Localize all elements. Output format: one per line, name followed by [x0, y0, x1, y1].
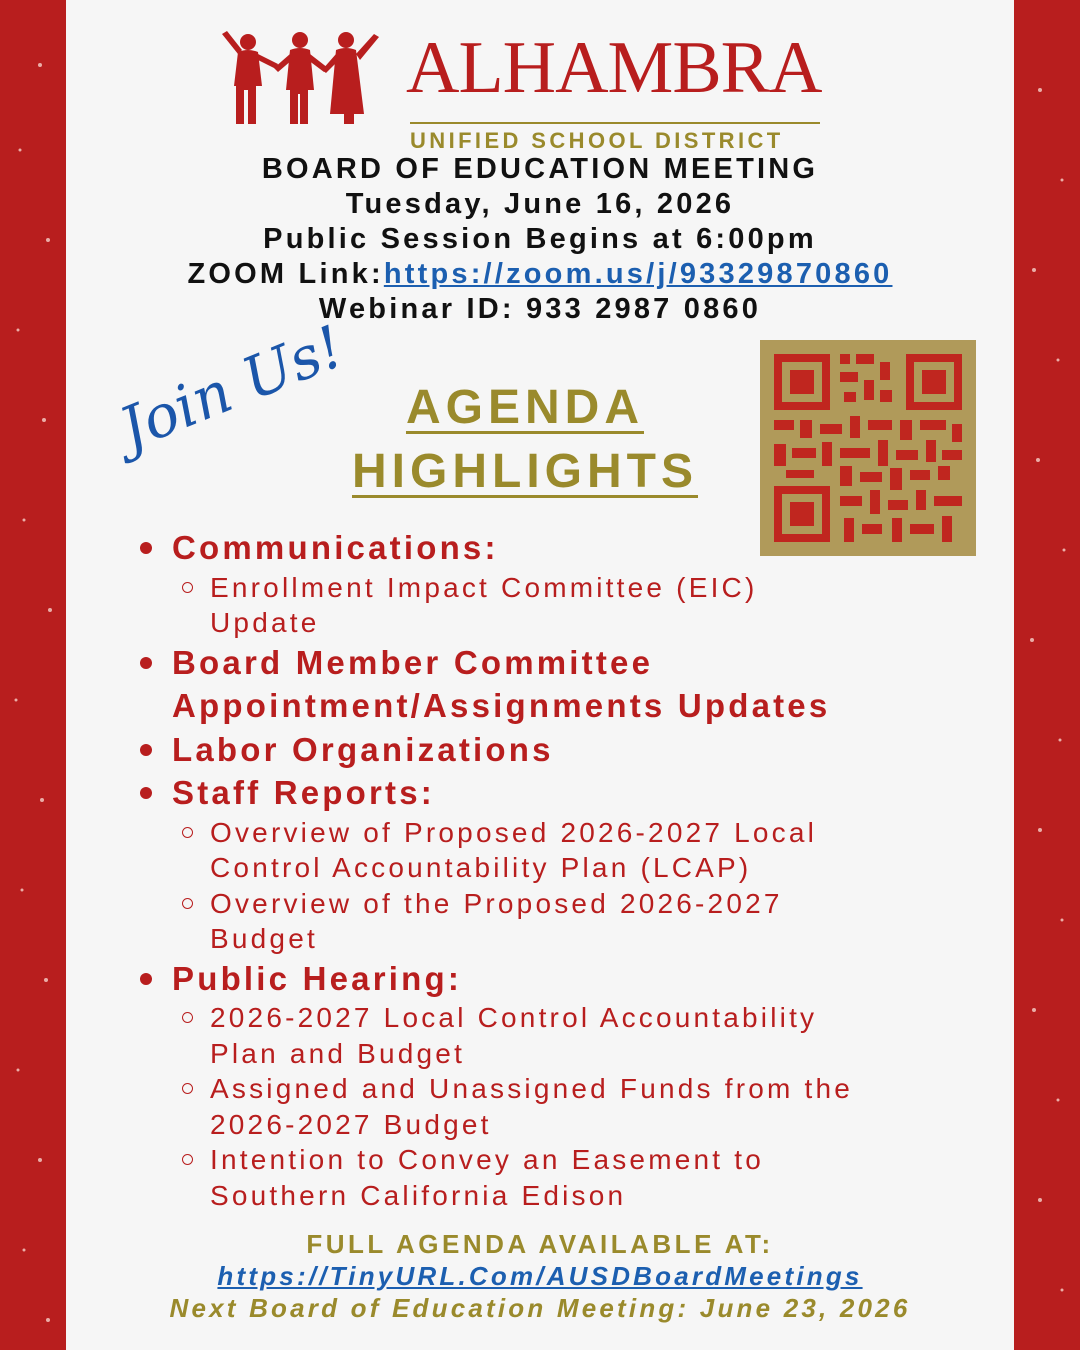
meeting-header: [66, 152, 1014, 327]
zoom-link[interactable]: https://zoom.us/j/93329870860: [383, 258, 893, 290]
agenda-item-communications: Communications:: [138, 526, 998, 570]
people-holding-hands-icon: [218, 28, 388, 128]
sub-item-easement: Intention to Convey an Easement to Southern California Edison: [138, 1142, 998, 1213]
bullet-icon: [140, 973, 152, 985]
bullet-icon: [140, 542, 152, 554]
join-us-script: Join Us!: [110, 312, 353, 464]
agenda-item-labor: Labor Organizations: [138, 728, 998, 772]
full-agenda-label: FULL AGENDA AVAILABLE AT:: [306, 1229, 774, 1259]
zoom-line: [66, 257, 1014, 292]
sub-item-lcap: Overview of Proposed 2026-2027 Local Control Accountability Plan (LCAP): [138, 815, 998, 886]
agenda-item-staff-reports: Staff Reports:: [138, 771, 998, 815]
bullet-icon: [140, 787, 152, 799]
district-name: ALHAMBRA: [406, 27, 822, 109]
circle-bullet-icon: [182, 827, 193, 838]
agenda-title-line-2: HIGHLIGHTS: [352, 445, 698, 498]
bullet-icon: [140, 744, 152, 756]
circle-bullet-icon: [182, 1012, 193, 1023]
agenda-url-link[interactable]: https://TinyURL.Com/AUSDBoardMeetings: [217, 1261, 863, 1291]
sub-item-budget: Overview of the Proposed 2026-2027 Budget: [138, 886, 998, 957]
circle-bullet-icon: [182, 1154, 193, 1165]
meeting-title: BOARD OF EDUCATION MEETING: [261, 153, 819, 185]
agenda-title-line-1: AGENDA: [405, 381, 644, 434]
sub-item-eic: Enrollment Impact Committee (EIC) Update: [138, 570, 998, 641]
agenda-item-board-member: Board Member Committee Appointment/Assignments Updates: [138, 641, 998, 728]
sub-item-funds: Assigned and Unassigned Funds from the 2026-2027 Budget: [138, 1071, 998, 1142]
district-subtitle: UNIFIED SCHOOL DISTRICT: [410, 128, 784, 153]
agenda-highlights-title: [330, 376, 720, 504]
circle-bullet-icon: [182, 898, 193, 909]
logo-divider: [410, 122, 820, 124]
webinar-id: Webinar ID: 933 2987 0860: [318, 293, 762, 325]
agenda-list: [138, 526, 998, 1213]
footer: [66, 1228, 1014, 1324]
district-logo: [218, 27, 828, 153]
sub-item-hearing-lcap: 2026-2027 Local Control Accountability Plan and Budget: [138, 1000, 998, 1071]
bullet-icon: [140, 657, 152, 669]
qr-code-icon[interactable]: [760, 340, 976, 556]
circle-bullet-icon: [182, 1083, 193, 1094]
zoom-label: ZOOM Link:: [187, 258, 384, 290]
circle-bullet-icon: [182, 582, 193, 593]
agenda-item-public-hearing: Public Hearing:: [138, 957, 998, 1001]
meeting-session-time: Public Session Begins at 6:00pm: [263, 223, 817, 255]
meeting-date: Tuesday, June 16, 2026: [345, 188, 735, 220]
next-meeting-text: Next Board of Education Meeting: June 23, 2026: [169, 1293, 911, 1323]
